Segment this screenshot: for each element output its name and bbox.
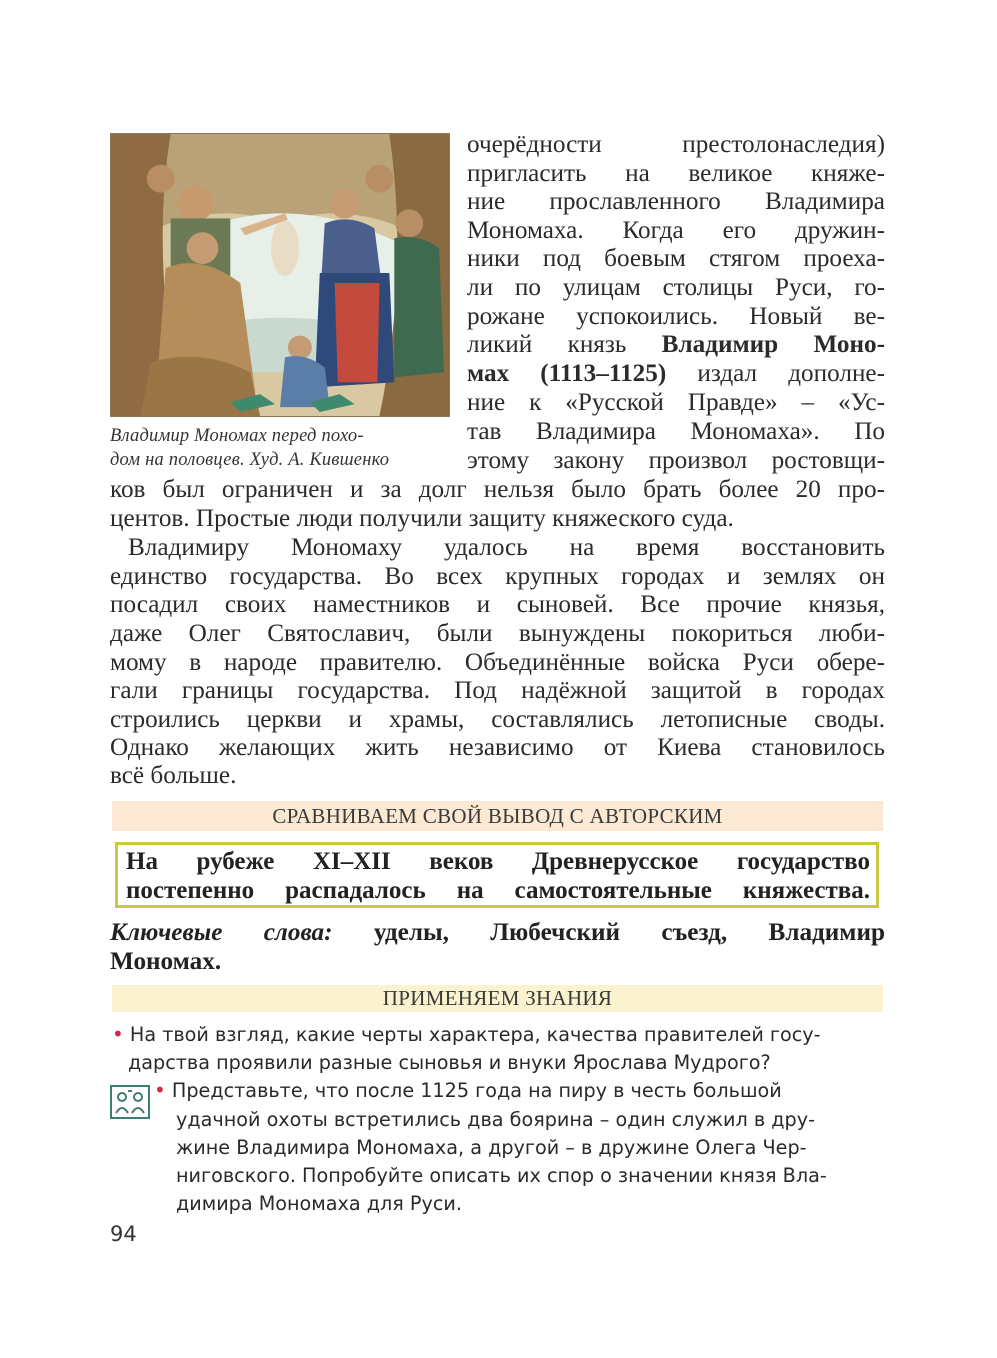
bullet-icon: • <box>112 1022 124 1046</box>
text-line: посадил своих наместников и сыновей. Все прочие князья, <box>110 591 885 618</box>
text-line: ков был ограничен и за долг нельзя было брать более 20 про- <box>110 476 885 503</box>
text-line: центов. Простые люди получили защиту княжеского суда. <box>110 505 734 532</box>
text-line <box>467 331 885 360</box>
task-line: удачной охоты встретились два боярина – один служил в дру- <box>176 1108 816 1131</box>
keywords-label: Ключевые слова: <box>110 919 333 946</box>
text-line: рожане успокоились. Новый ве- <box>467 303 885 330</box>
bullet-icon: • <box>154 1078 166 1102</box>
task-line: дарства проявили разные сыновья и внуки Ярослава Мудрого? <box>128 1051 771 1074</box>
keywords-line <box>110 918 885 947</box>
task-line <box>154 1077 782 1104</box>
text-line: ли по улицам столицы Руси, го- <box>467 274 885 301</box>
caption-line: Владимир Мономах перед похо- <box>110 426 364 446</box>
ruler-dates: мах (1113–1125) <box>467 360 667 387</box>
text-fragment: ликий князь <box>467 331 662 358</box>
ruler-name: Владимир Моно- <box>661 331 885 358</box>
text-line: Владимиру Мономаху удалось на время восстановить <box>128 534 885 561</box>
painting-image <box>111 134 449 416</box>
text-line: ние к «Русской Правде» – «Ус- <box>467 389 885 416</box>
conclusion-box <box>115 842 879 908</box>
illustration-caption <box>110 424 455 472</box>
text-fragment: издал дополне- <box>666 360 885 387</box>
keywords-line <box>110 947 885 976</box>
painting-illustration <box>110 133 450 417</box>
conclusion-line: На рубеже XI–XII веков Древнерусское государство <box>126 848 870 875</box>
apply-section-heading: ПРИМЕНЯЕМ ЗНАНИЯ <box>112 985 883 1012</box>
text-line: всё больше. <box>110 762 237 789</box>
keywords-list: уделы, Любечский съезд, Владимир <box>332 919 885 946</box>
text-line: тав Владимира Мономаха». По <box>467 418 885 445</box>
text-line: Однако желающих жить независимо от Киева становилось <box>110 734 885 761</box>
text-line: гали границы государства. Под надёжной защитой в городах <box>110 677 885 704</box>
task-line: ниговского. Попробуйте описать их спор о значении князя Вла- <box>176 1164 827 1187</box>
caption-line: дом на половцев. Худ. А. Кившенко <box>110 450 390 470</box>
task-text: Представьте, что после 1125 года на пиру в честь большой <box>171 1079 782 1102</box>
text-line: пригласить на великое княже- <box>467 160 885 187</box>
text-line: ники под боевым стягом проеха- <box>467 245 885 272</box>
text-line: очерёдности престолонаследия) <box>467 131 885 158</box>
text-line: ние прославленного Владимира <box>467 188 885 215</box>
task-text: На твой взгляд, какие черты характера, качества правителей госу- <box>129 1023 821 1046</box>
task-line: жине Владимира Мономаха, а другой – в дружине Олега Чер- <box>176 1136 807 1159</box>
task-line <box>112 1021 821 1048</box>
task-line: димира Мономаха для Руси. <box>176 1192 462 1215</box>
keywords-list: Мономах. <box>110 948 222 975</box>
text-line: единство государства. Во всех крупных городах и землях он <box>110 563 885 590</box>
text-line: даже Олег Святославич, были вынуждены покориться люби- <box>110 620 885 647</box>
text-line: Мономаха. Когда его дружин- <box>467 217 885 244</box>
pair-work-icon <box>110 1085 150 1119</box>
text-line <box>467 360 885 389</box>
text-line: этому закону произвол ростовщи- <box>467 447 885 474</box>
text-line: мому в народе правителю. Объединённые войска Руси обере- <box>110 649 885 676</box>
page-number: 94 <box>110 1222 137 1246</box>
conclusion-line: постепенно распадалось на самостоятельные княжества. <box>126 877 870 904</box>
compare-section-heading: СРАВНИВАЕМ СВОЙ ВЫВОД С АВТОРСКИМ <box>112 801 883 831</box>
text-line: строились церкви и храмы, составлялись летописные своды. <box>110 706 885 733</box>
